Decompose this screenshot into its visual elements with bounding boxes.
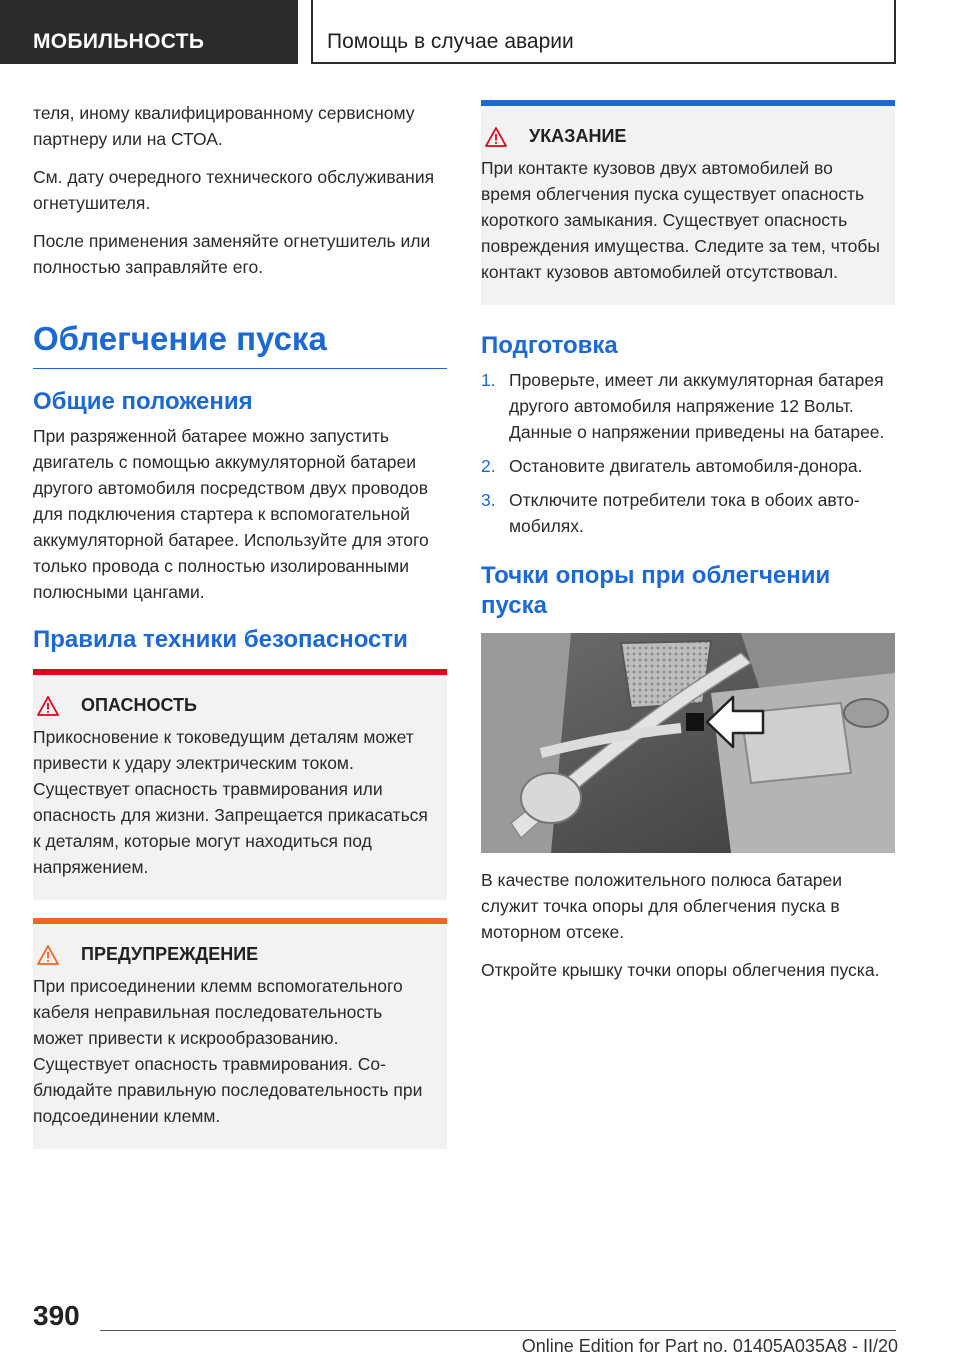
section-tab: МОБИЛЬНОСТЬ	[0, 0, 298, 64]
intro-paragraph-2: См. дату очередного технического обслуживания огнетушителя.	[33, 167, 435, 213]
preparation-heading: Подготовка	[481, 332, 618, 359]
notice-title: УКАЗАНИЕ	[529, 126, 627, 146]
intro-paragraph-1: теля, иному квалифицированному сервисному партнеру или на СТОА.	[33, 103, 415, 149]
notice-text: При контакте кузовов двух автомобилей во время облегчения пуска существует опасность короткого замыкания. Существует опасность повреждения имущества. Следите за тем, чтобы контакт кузовов автомобилей отсутствовал.	[481, 158, 881, 282]
left-column	[33, 100, 447, 1149]
warning-title: ПРЕДУПРЕЖДЕНИЕ	[81, 944, 259, 964]
jump-points-heading: Точки опоры при облегчении пуска	[481, 562, 831, 619]
general-paragraph: При разряженной батарее можно запустить двигатель с помощью аккумуляторной батареи другого автомобиля посредством двух проводов для подключения стартера к вспомогательной аккумуляторной батарее. Используйте для этого только провода с полностью изолированными полюсными цангами.	[33, 426, 429, 602]
notice-box	[481, 100, 895, 305]
warning-triangle-icon	[485, 127, 507, 147]
main-heading: Облегчение пуска	[33, 320, 447, 369]
intro-paragraph-3: После применения заменяйте огнетушитель или полностью заправляйте его.	[33, 231, 431, 277]
jump-points-paragraph-1: В качестве положительного полюса батареи служит точка опоры для облегчения пуска в моторном отсеке.	[481, 870, 843, 942]
danger-text: Прикосновение к токоведущим деталям может привести к удару электрическим током. Существует опасность травмирования или опасность для жизни. Запрещается прикасаться к деталям, которые могут находиться под напряжением.	[33, 727, 428, 877]
footer-divider	[100, 1330, 896, 1331]
warning-triangle-icon	[37, 696, 59, 716]
warning-text: При присоединении клемм вспомогательного кабеля неправильная последовательность может привести к искрообразованию. Существует опасность травмирования. Соблюдайте правильную последовательность при подсоединении клемм.	[33, 976, 423, 1126]
page-header	[0, 0, 960, 66]
danger-box	[33, 669, 447, 900]
general-heading: Общие положения	[33, 388, 253, 415]
step-item: 1. Проверьте, имеет ли аккумуляторная батарея другого автомобиля напряжение 12 Вольт. Данные о напряжении приведены на батарее.	[481, 370, 885, 442]
chapter-title: Помощь в случае аварии	[311, 0, 896, 64]
safety-heading: Правила техники безопасности	[33, 626, 408, 653]
edition-footer: Online Edition for Part no. 01405A035A8 - II/20	[521, 1336, 898, 1356]
warning-box	[33, 918, 447, 1149]
warning-triangle-icon	[37, 945, 59, 965]
engine-bay-photo	[481, 633, 895, 853]
preparation-steps	[481, 367, 895, 539]
page-number: 390	[33, 1300, 80, 1331]
step-item: 2. Остановите двигатель автомобиля-донора.	[481, 456, 863, 476]
jump-points-paragraph-2: Откройте крышку точки опоры облегчения пуска.	[481, 960, 880, 980]
right-column	[481, 100, 895, 995]
danger-title: ОПАСНОСТЬ	[81, 695, 197, 715]
step-item: 3. Отключите потребители тока в обоих автомобилях.	[481, 490, 860, 536]
